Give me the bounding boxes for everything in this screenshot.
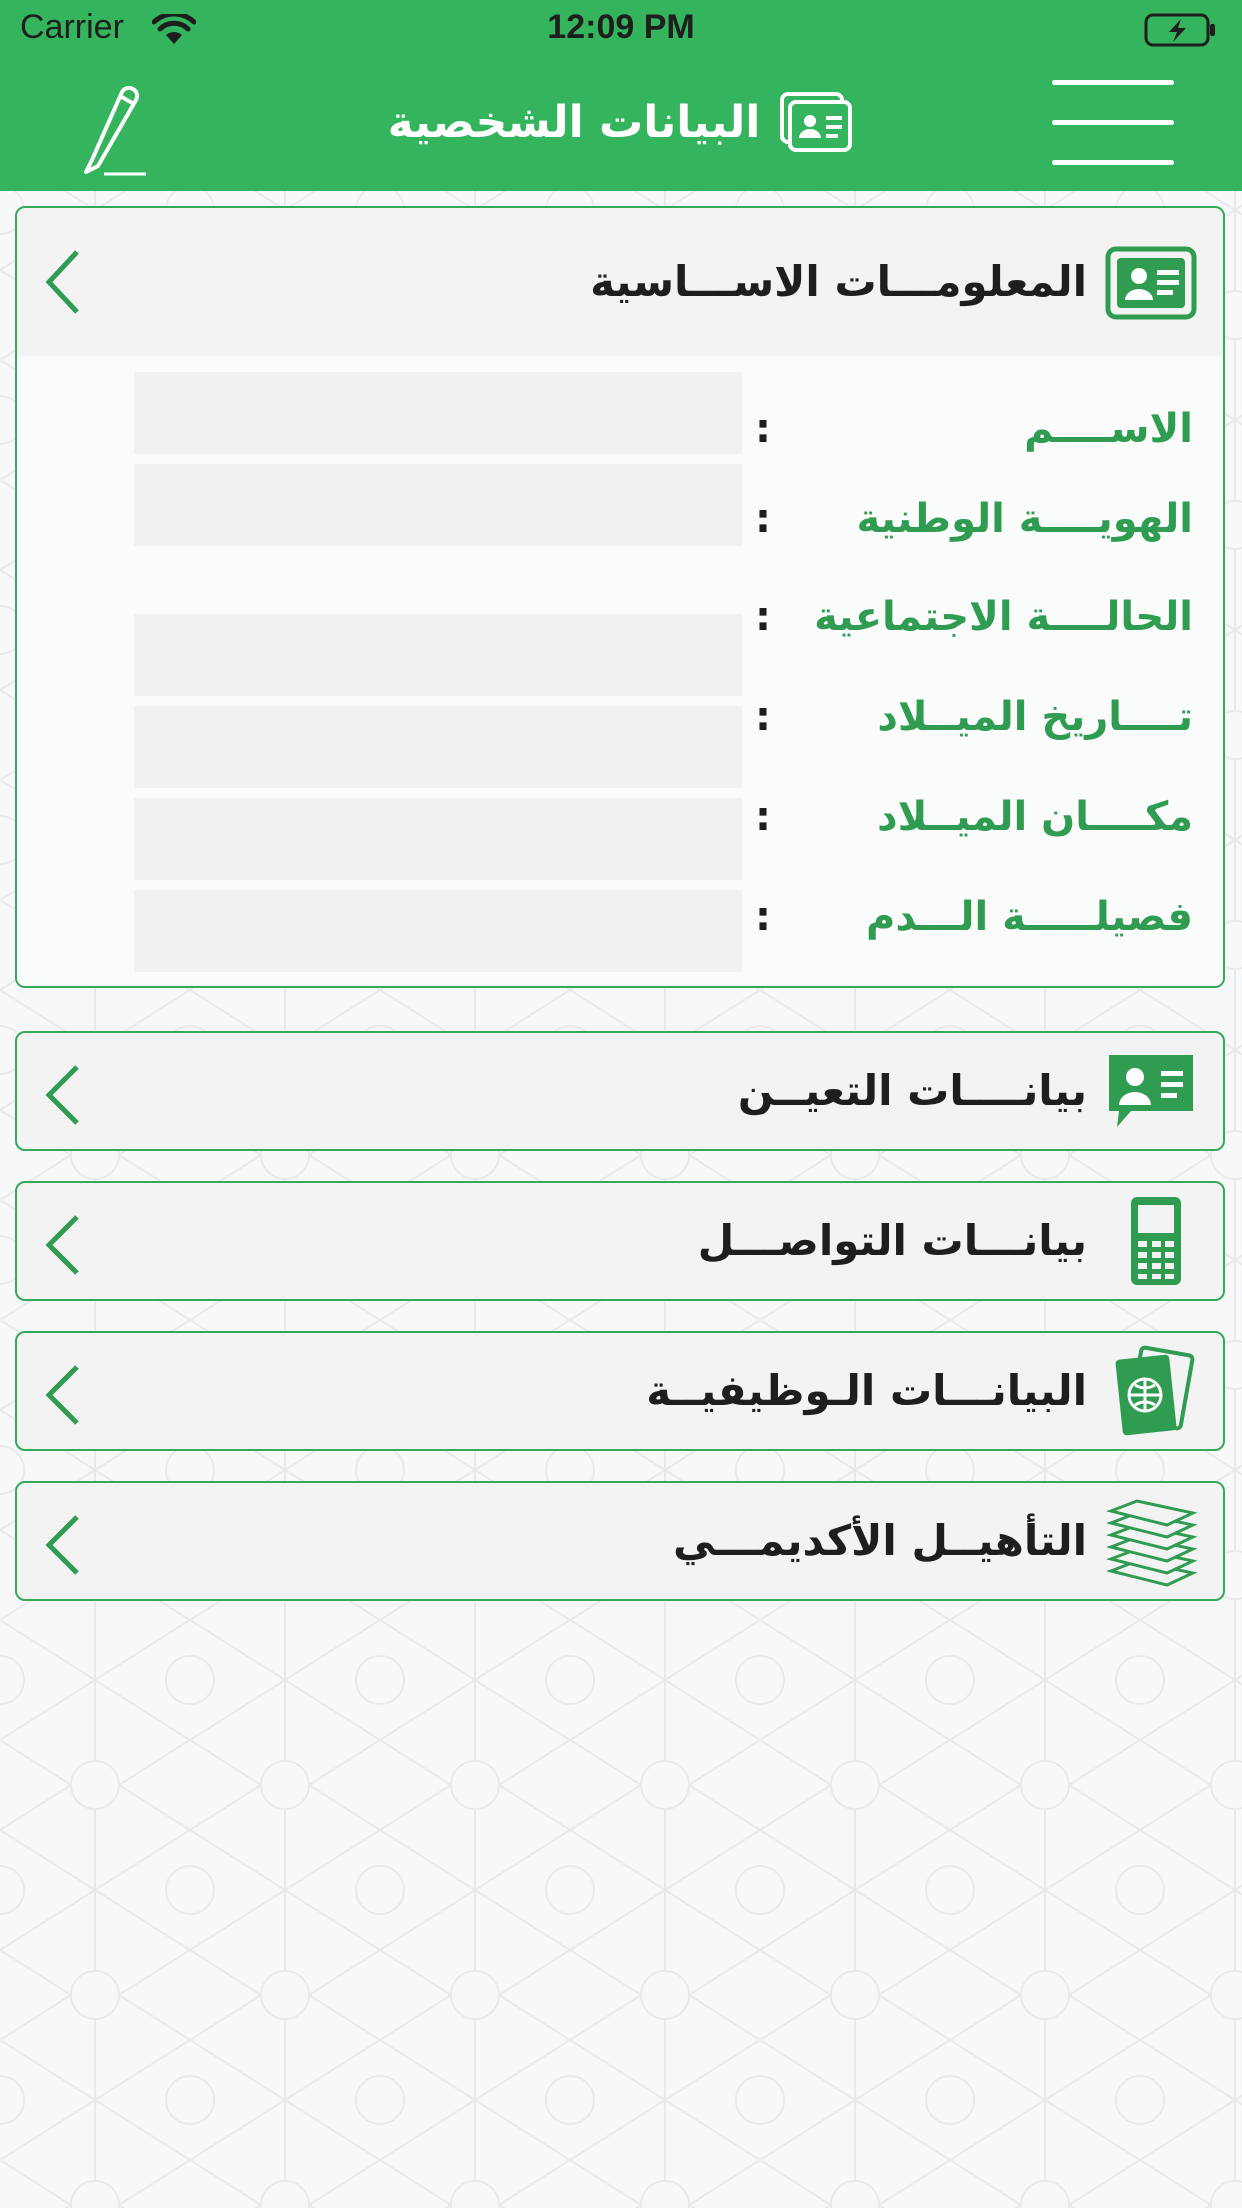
carrier-label: Carrier — [20, 8, 124, 46]
menu-button[interactable] — [1052, 80, 1174, 166]
field-value — [134, 890, 742, 972]
field-value — [134, 798, 742, 880]
battery-charging-icon — [1144, 12, 1218, 48]
clock: 12:09 PM — [547, 8, 695, 46]
field-colon: : — [755, 794, 771, 840]
stack-of-papers-icon — [1105, 1495, 1197, 1587]
section-contact[interactable] — [15, 1181, 1225, 1301]
id-card-icon — [1105, 246, 1197, 320]
id-card-icon — [778, 90, 854, 154]
field-birth-place — [17, 794, 1223, 880]
basic-info-fields — [17, 356, 1223, 986]
field-value — [134, 464, 742, 546]
field-label: الاســــم — [1024, 406, 1193, 452]
section-label: التأهيــل الأكديمـــي — [672, 1516, 1087, 1565]
basic-info-title: المعلومـــات الاســـاسية — [590, 257, 1087, 306]
chevron-left-icon[interactable] — [43, 1513, 83, 1577]
field-value — [134, 614, 742, 696]
nav-bar — [0, 62, 1242, 191]
field-colon: : — [755, 894, 771, 940]
page-title: البيانات الشخصية — [387, 96, 761, 148]
chevron-left-icon[interactable] — [43, 1213, 83, 1277]
basic-info-header[interactable] — [17, 208, 1223, 356]
passport-icon — [1105, 1345, 1197, 1437]
mobile-phone-icon — [1105, 1195, 1197, 1287]
field-colon: : — [755, 694, 771, 740]
field-colon: : — [755, 406, 771, 452]
section-label: بيانـــات التواصـــل — [697, 1216, 1087, 1265]
section-label: البيانـــات الـوظيفيــة — [646, 1366, 1087, 1415]
app-header — [0, 0, 1242, 191]
field-name — [17, 372, 1223, 454]
field-national-id — [17, 464, 1223, 546]
chevron-left-icon[interactable] — [43, 248, 83, 316]
basic-info-card — [15, 206, 1225, 988]
section-appointment[interactable] — [15, 1031, 1225, 1151]
chevron-left-icon[interactable] — [43, 1363, 83, 1427]
field-value — [134, 706, 742, 788]
section-job[interactable] — [15, 1331, 1225, 1451]
field-blood-type — [17, 890, 1223, 972]
section-label: بيانــــات التعيــن — [737, 1066, 1087, 1115]
chevron-left-icon[interactable] — [43, 1063, 83, 1127]
field-colon: : — [755, 594, 771, 640]
field-label: تــــاريخ الميــلاد — [877, 694, 1193, 740]
id-card-chat-icon — [1105, 1051, 1197, 1131]
field-value — [134, 372, 742, 454]
section-academic[interactable] — [15, 1481, 1225, 1601]
field-label: الحالــــة الاجتماعية — [814, 594, 1193, 640]
field-colon: : — [755, 496, 771, 542]
status-bar — [0, 0, 1242, 60]
field-label: مكــــان الميــلاد — [877, 794, 1193, 840]
field-label: فصيلـــــة الـــدم — [866, 894, 1193, 940]
field-label: الهويــــة الوطنية — [856, 496, 1193, 542]
